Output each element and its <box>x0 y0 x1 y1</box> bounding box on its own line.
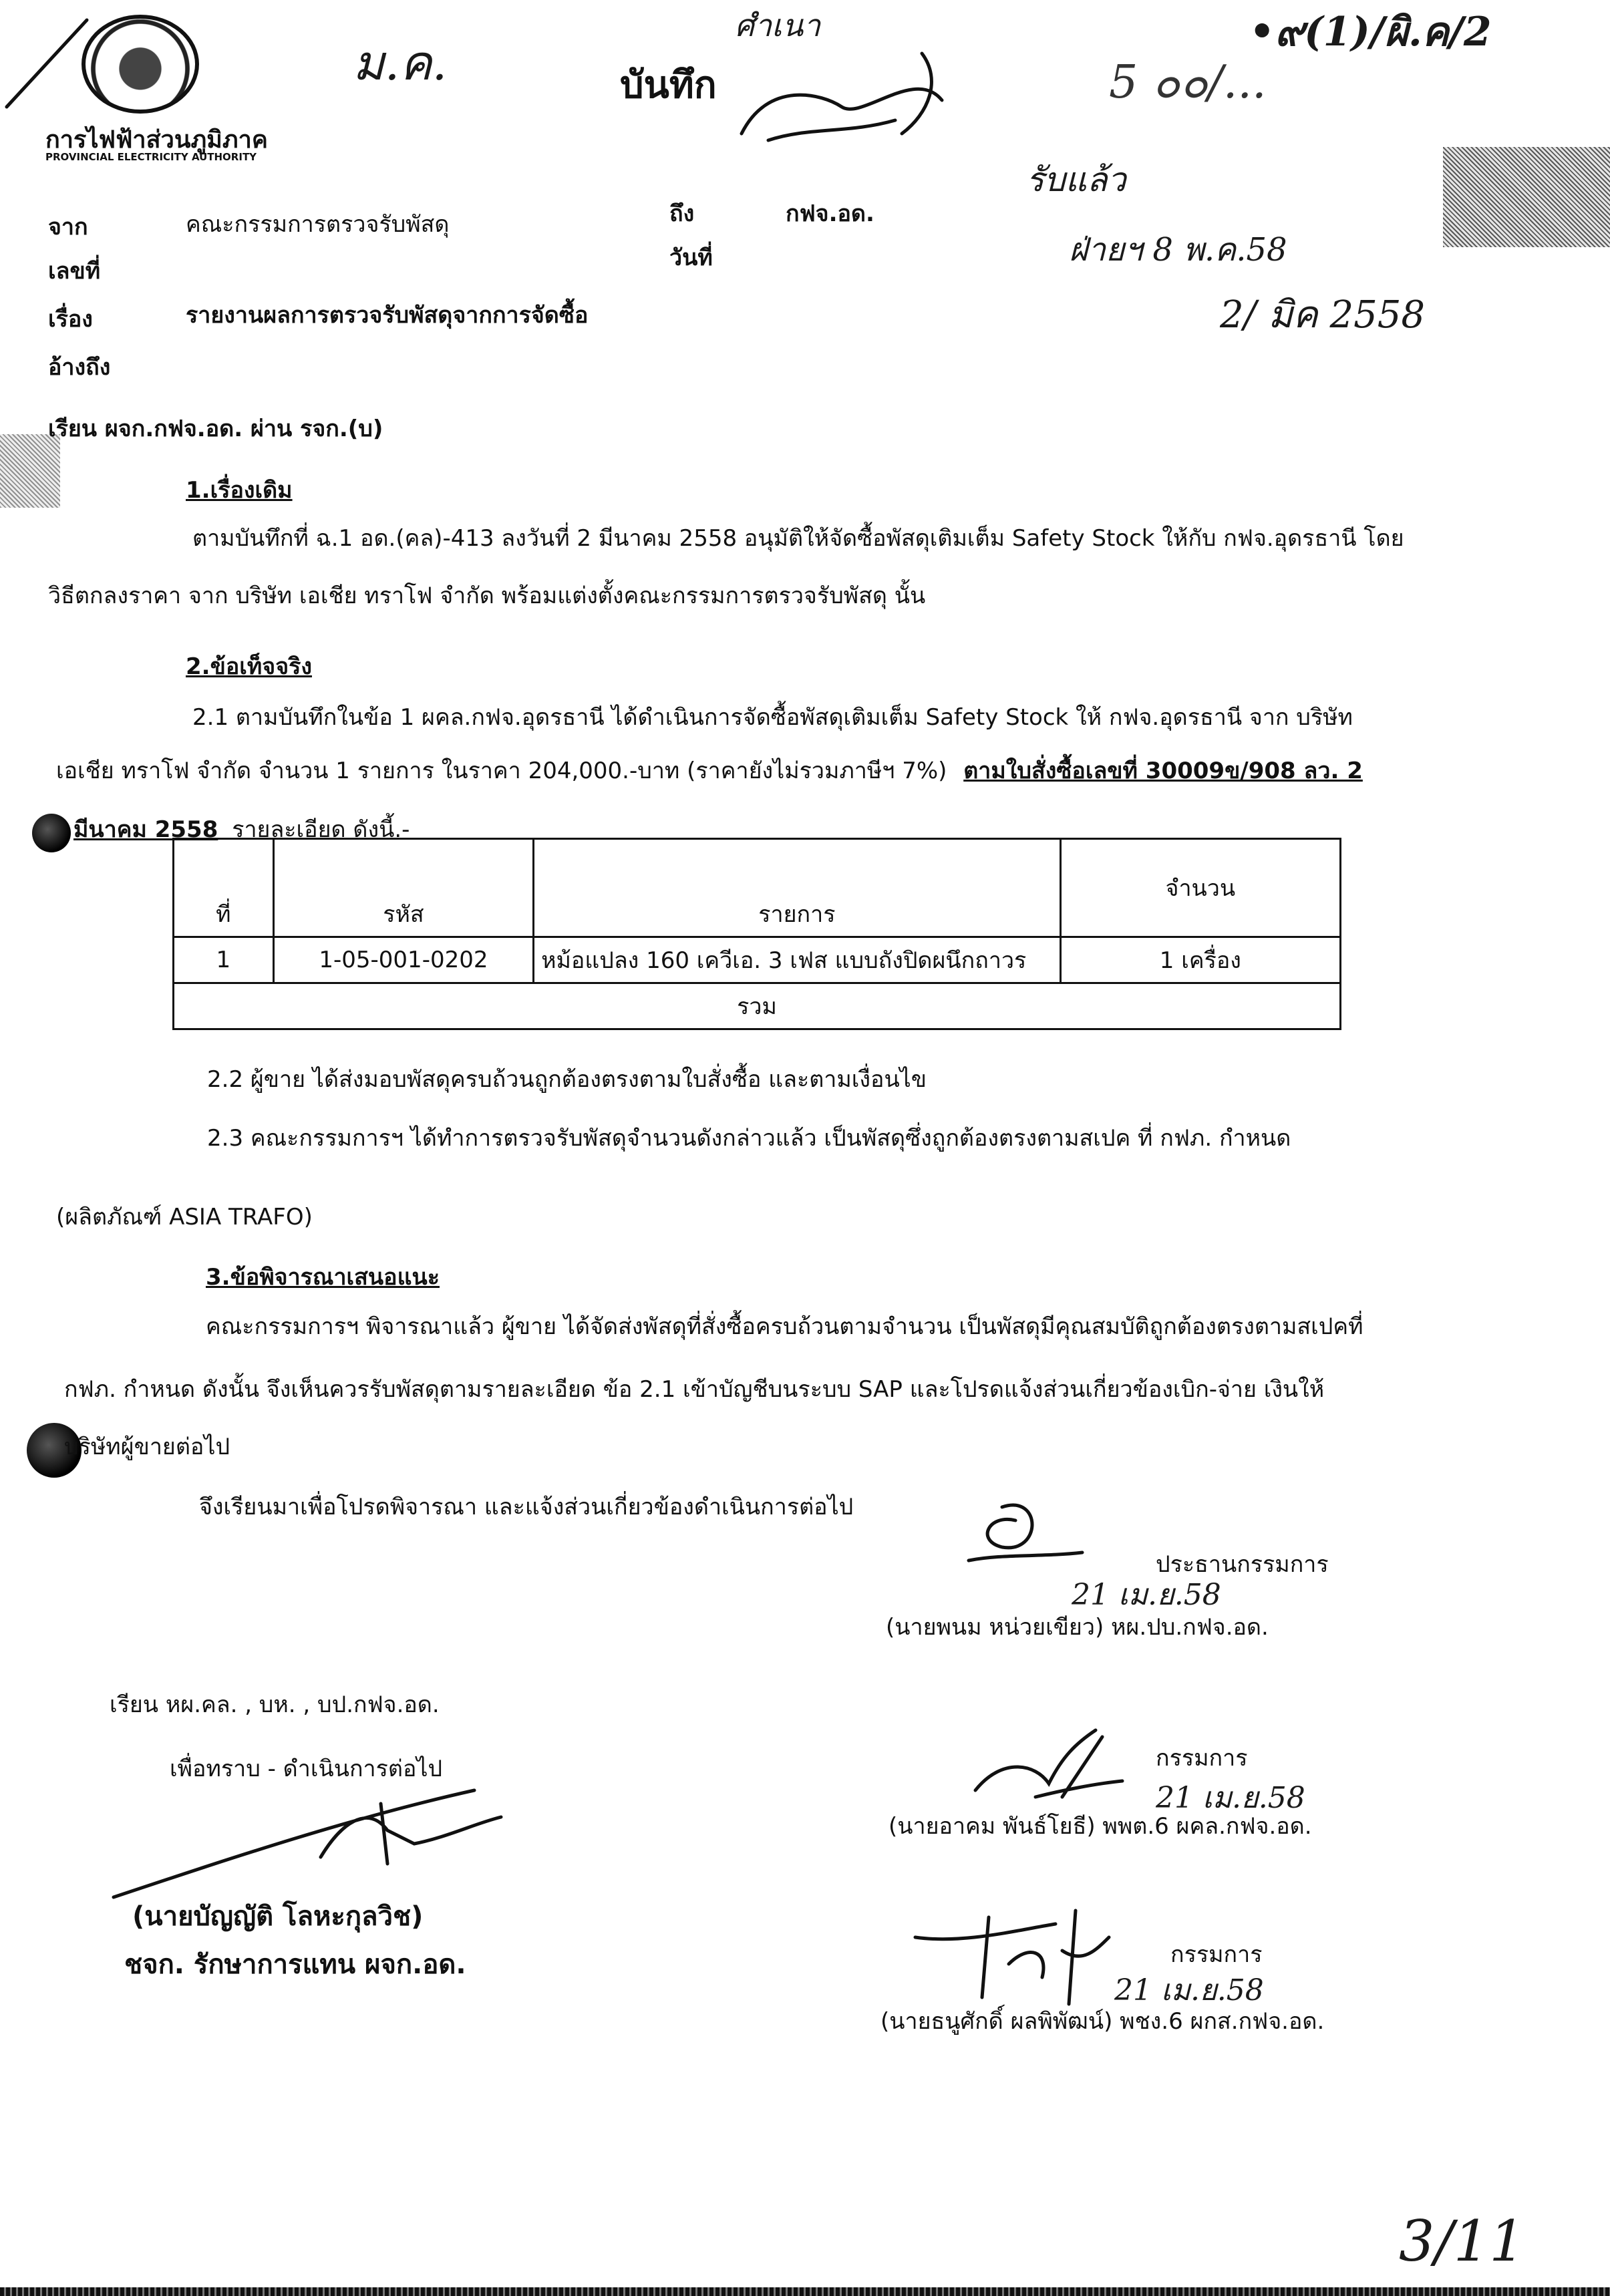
member-1-date: 21 เม.ย.58 <box>1156 1781 1305 1815</box>
details-intro: รายละเอียด ดังนี้.- <box>232 816 410 843</box>
member-2-signature <box>909 1897 1136 2011</box>
reference-label: อ้างถึง <box>48 354 111 381</box>
subject-value: รายงานผลการตรวจรับพัสดุจากการจัดซื้อ <box>186 302 589 329</box>
org-name-th: การไฟฟ้าส่วนภูมิภาค <box>45 126 268 154</box>
bottom-scan-edge <box>0 2287 1610 2296</box>
col-item: รายการ <box>534 839 1061 937</box>
section-2-line-2 <box>56 752 1363 788</box>
handwritten-date-2: 2/ มิค 2558 <box>1220 293 1425 337</box>
chair-role: ประธานกรรมการ <box>1156 1551 1329 1578</box>
member-1-name: (นายอาคม พันธ์โยธี) พพต.6 ผคล.กฟจ.อด. <box>889 1813 1312 1840</box>
cell-no: 1 <box>174 937 274 983</box>
col-qty: จำนวน <box>1060 839 1340 937</box>
member-2-date: 21 เม.ย.58 <box>1114 1973 1264 2007</box>
section-1-line-1: ตามบันทึกที่ ฉ.1 อด.(คล)-413 ลงวันที่ 2 มีนาคม 2558 อนุมัติให้จัดซื้อพัสดุเติมเต็ม Safety Stock ให้กับ กฟจ.อุดรธานี โดย <box>192 525 1404 552</box>
from-value: คณะกรรมการตรวจรับพัสดุ <box>186 211 450 238</box>
doc-type: บันทึก <box>620 63 717 107</box>
org-name-en: PROVINCIAL ELECTRICITY AUTHORITY <box>45 151 257 163</box>
purchase-order-reference: ตามใบสั่งซื้อเลขที่ 30009ข/908 ลว. 2 <box>963 758 1363 784</box>
punch-hole-upper <box>32 814 71 852</box>
cell-code: 1-05-001-0202 <box>273 937 533 983</box>
to-value: กฟจ.อด. <box>786 200 874 227</box>
section-2-line-1: 2.1 ตามบันทึกในข้อ 1 ผคล.กฟจ.อุดรธานี ได้ดำเนินการจัดซื้อพัสดุเติมเต็ม Safety Stock ให้ กฟจ.อุดรธานี จาก บริษัท <box>192 704 1353 731</box>
section-3-line-2: กฟภ. กำหนด ดังนั้น จึงเห็นควรรับพัสดุตามรายละเอียด ข้อ 2.1 เข้าบัญชีบนระบบ SAP และโปรดแจ้งส่วนเกี่ยวข้องเบิก-จ่าย เงินให้ <box>64 1376 1325 1403</box>
pea-logo <box>82 15 199 114</box>
product-brand: (ผลิตภัณฑ์ ASIA TRAFO) <box>56 1204 313 1231</box>
handwritten-received: รับแล้ว <box>1026 160 1126 199</box>
closing-line: จึงเรียนมาเพื่อโปรดพิจารณา และแจ้งส่วนเกี่ยวข้องดำเนินการต่อไป <box>199 1494 854 1520</box>
item-2-3: 2.3 คณะกรรมการฯ ได้ทำการตรวจรับพัสดุจำนวนดังกล่าวแล้ว เป็นพัสดุซึ่งถูกต้องตรงตามสเปค ที่ กฟภ. กำหนด <box>207 1125 1291 1152</box>
handwritten-copy-note: ศำเนา <box>735 7 821 43</box>
member-2-name: (นายธนูศักดิ์ ผลพิพัฒน์) พชง.6 ผกส.กฟจ.อด. <box>880 2008 1325 2035</box>
section-3-line-1: คณะกรรมการฯ พิจารณาแล้ว ผู้ขาย ได้จัดส่งพัสดุที่สั่งซื้อครบถ้วนตามจำนวน เป็นพัสดุมีคุณสมบัติถูกต้องตรงตามสเปคที่ <box>206 1313 1363 1340</box>
handwritten-top-left: ม.ค. <box>353 35 448 91</box>
table-header-row <box>174 839 1341 937</box>
col-no: ที่ <box>174 839 274 937</box>
cell-qty: 1 เครื่อง <box>1060 937 1340 983</box>
endorsement-line-1: เรียน หผ.คล. , บห. , บป.กฟจ.อด. <box>110 1691 440 1718</box>
chair-date: 21 เม.ย.58 <box>1072 1578 1221 1612</box>
purchase-order-date: มีนาคม 2558 <box>73 816 218 843</box>
section-1-heading: 1.เรื่องเดิม <box>186 477 293 504</box>
page-number: 3/11 <box>1399 2208 1525 2274</box>
member-1-role: กรรมการ <box>1156 1745 1248 1772</box>
item-2-2: 2.2 ผู้ขาย ได้ส่งมอบพัสดุครบถ้วนถูกต้องตรงตามใบสั่งซื้อ และตามเงื่อนไข <box>207 1066 927 1093</box>
header-signature <box>728 27 982 160</box>
to-label: ถึง <box>669 200 695 227</box>
section-2-heading: 2.ข้อเท็จจริง <box>186 653 312 680</box>
table-row <box>174 937 1341 983</box>
endorsement-signature <box>100 1764 554 1911</box>
section-2-line-2-text: เอเชีย ทราโฟ จำกัด จำนวน 1 รายการ ในราคา 204,000.-บาท (ราคายังไม่รวมภาษีฯ 7%) <box>56 758 947 784</box>
endorser-name: (นายบัญญัติ โลหะกุลวิช) <box>132 1901 424 1932</box>
member-2-role: กรรมการ <box>1170 1941 1263 1968</box>
from-label: จาก <box>48 214 88 240</box>
salutation: เรียน ผจก.กฟจ.อด. ผ่าน รจก.(บ) <box>48 416 383 442</box>
number-label: เลขที่ <box>48 258 101 285</box>
endorser-title: ชจก. รักษาการแทน ผจก.อด. <box>124 1949 466 1980</box>
scan-noise-top-right <box>1443 147 1610 247</box>
items-table <box>172 838 1341 1030</box>
chair-name: (นายพนม หน่วยเขียว) หผ.ปบ.กฟจ.อด. <box>886 1614 1269 1641</box>
member-1-signature <box>962 1717 1136 1810</box>
subject-label: เรื่อง <box>48 306 93 333</box>
section-3-line-3: บริษัทผู้ขายต่อไป <box>64 1434 230 1460</box>
cell-item: หม้อแปลง 160 เควีเอ. 3 เฟส แบบถังปิดผนึกถาวร <box>534 937 1061 983</box>
section-3-heading: 3.ข้อพิจารณาเสนอแนะ <box>206 1264 440 1291</box>
endorsement-line-2: เพื่อทราบ - ดำเนินการต่อไป <box>170 1756 443 1782</box>
handwritten-date-1: ฝ่ายฯ 8 พ.ค.58 <box>1069 231 1287 269</box>
handwritten-number: 5 ๐๐/... <box>1109 56 1267 109</box>
chair-signature <box>962 1494 1096 1574</box>
top-reference: •๙(1)/ผิ.ค/2 <box>1249 9 1492 55</box>
col-code: รหัส <box>273 839 533 937</box>
total-label: รวม <box>174 983 1341 1029</box>
table-total-row <box>174 983 1341 1029</box>
date-label: วันที่ <box>669 244 713 271</box>
section-1-line-2: วิธีตกลงราคา จาก บริษัท เอเชีย ทราโฟ จำกัด พร้อมแต่งตั้งคณะกรรมการตรวจรับพัสดุ นั้น <box>48 583 926 609</box>
